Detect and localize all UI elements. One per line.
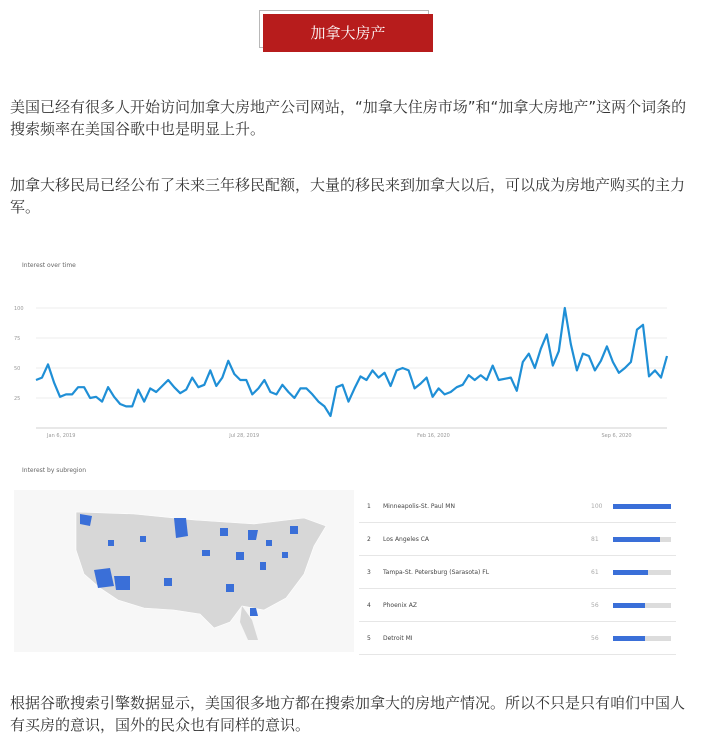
trend-svg (12, 300, 680, 450)
region-bar-track (613, 636, 671, 641)
paragraph-2: 加拿大移民局已经公布了未来三年移民配额，大量的移民来到加拿大以后，可以成为房地产购买的主力军。 (10, 176, 686, 216)
region-bar (613, 537, 660, 542)
region-name: Detroit MI (383, 635, 413, 642)
y-tick-label: 50 (14, 366, 21, 372)
region-bar (613, 636, 645, 641)
region-name: Phoenix AZ (383, 602, 417, 609)
rank-number: 4 (367, 602, 371, 609)
region-value: 61 (591, 569, 599, 576)
rank-number: 5 (367, 635, 371, 642)
y-tick-label: 75 (14, 336, 21, 342)
list-item (359, 490, 676, 523)
x-tick-label: Feb 16, 2020 (417, 433, 450, 439)
list-item (359, 622, 676, 655)
header-badge (259, 10, 433, 52)
region-name: Los Angeles CA (383, 536, 430, 543)
region-bar-track (613, 603, 671, 608)
rank-number: 3 (367, 569, 371, 576)
list-item (359, 589, 676, 622)
region-bar-track (613, 537, 671, 542)
rank-number: 2 (367, 536, 371, 543)
region-bar (613, 603, 645, 608)
series-line (36, 308, 667, 416)
region-bar-track (613, 570, 671, 575)
x-tick-label: Sep 6, 2020 (601, 433, 632, 439)
y-tick-label: 100 (14, 306, 24, 312)
us-map (14, 490, 354, 652)
x-tick-label: Jul 28, 2019 (229, 433, 260, 439)
y-tick-label: 25 (14, 396, 21, 402)
interest-over-time-label: Interest over time (22, 262, 76, 269)
region-value: 56 (591, 635, 599, 642)
paragraph-3: 根据谷歌搜索引擎数据显示，美国很多地方都在搜索加拿大的房地产情况。所以不只是只有咱们中国人有买房的意识，国外的民众也有同样的意识。 (10, 694, 686, 734)
region-bar (613, 504, 671, 509)
rank-number: 1 (367, 503, 371, 510)
region-bar-track (613, 504, 671, 509)
interest-by-subregion-label: Interest by subregion (22, 467, 87, 474)
subregion-panel (14, 490, 680, 652)
subregion-list (359, 490, 676, 652)
region-name: Minneapolis-St. Paul MN (383, 503, 455, 510)
region-name: Tampa-St. Petersburg (Sarasota) FL (383, 569, 490, 576)
us-map-svg (14, 490, 354, 652)
list-item (359, 556, 676, 589)
list-item (359, 523, 676, 556)
region-value: 81 (591, 536, 599, 543)
region-value: 100 (591, 503, 603, 510)
x-tick-label: Jan 6, 2019 (47, 433, 76, 439)
badge-title: 加拿大房产 (263, 14, 433, 52)
paragraph-1: 美国已经有很多人开始访问加拿大房地产公司网站，“加拿大住房市场”和“加拿大房地产”这两个词条的搜索频率在美国谷歌中也是明显上升。 (10, 98, 687, 138)
region-bar (613, 570, 648, 575)
interest-chart (12, 300, 680, 450)
region-value: 56 (591, 602, 599, 609)
